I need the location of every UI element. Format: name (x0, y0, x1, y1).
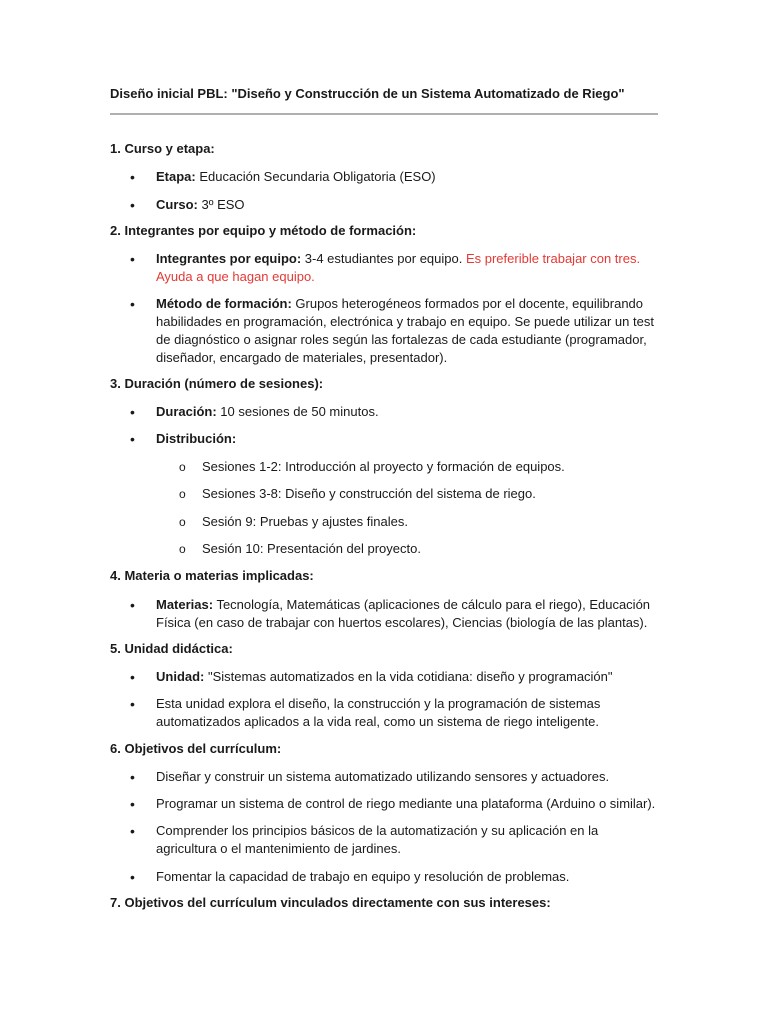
s1-curso-item (156, 196, 661, 214)
s1-curso-text: 3º ESO (197, 197, 245, 212)
bullet-icon: • (130, 869, 135, 885)
s2-integrantes-item (156, 250, 661, 268)
title-divider (110, 113, 658, 115)
bullet-icon: • (130, 769, 135, 785)
s6-objective-item: Comprender los principios básicos de la automatización y su aplicación en la (156, 823, 599, 838)
s4-materias-text: Tecnología, Matemáticas (aplicaciones de cálculo para el riego), Educación (213, 597, 651, 612)
s5-descripcion-line-2: automatizados aplicados a la vida real, como un sistema de riego inteligente. (156, 714, 599, 729)
s4-materias-label: Materias: (156, 597, 214, 612)
s6-objective-item: Diseñar y construir un sistema automatizado utilizando sensores y actuadores. (156, 769, 610, 784)
s6-objective-item: Programar un sistema de control de riego mediante una plataforma (Arduino o similar). (156, 796, 656, 811)
bullet-icon: • (130, 296, 135, 312)
bullet-icon: • (130, 251, 135, 267)
s4-materias-item (156, 596, 661, 614)
s5-unidad-label: Unidad: (156, 669, 205, 684)
s3-session-item: Sesión 9: Pruebas y ajustes finales. (202, 514, 408, 529)
s2-integrantes-label: Integrantes por equipo: (156, 251, 302, 266)
section-6-heading: 6. Objetivos del currículum: (110, 741, 282, 756)
bullet-icon: • (130, 597, 135, 613)
s1-etapa-label: Etapa: (156, 169, 196, 184)
s3-session-item: Sesión 10: Presentación del proyecto. (202, 541, 421, 556)
bullet-icon: • (130, 796, 135, 812)
s3-session-item: Sesiones 3-8: Diseño y construcción del sistema de riego. (202, 486, 536, 501)
sub-bullet-icon: o (179, 460, 186, 474)
section-2-heading: 2. Integrantes por equipo y método de formación: (110, 223, 417, 238)
s6-objective-line-2: agricultura o el mantenimiento de jardines. (156, 841, 401, 856)
section-7-heading: 7. Objetivos del currículum vinculados directamente con sus intereses: (110, 895, 551, 910)
sub-bullet-icon: o (179, 487, 186, 501)
s2-integrantes-text: 3-4 estudiantes por equipo. (301, 251, 466, 266)
bullet-icon: • (130, 823, 135, 839)
s1-etapa-item (156, 168, 661, 186)
s3-session-item: Sesiones 1-2: Introducción al proyecto y formación de equipos. (202, 459, 565, 474)
s3-distribucion-label: Distribución: (156, 431, 237, 446)
s1-curso-label: Curso: (156, 197, 198, 212)
s4-materias-line-2: Física (en caso de trabajar con huertos escolares), Ciencias (biología de las plantas). (156, 615, 648, 630)
s5-unidad-item (156, 668, 661, 686)
s5-unidad-text: "Sistemas automatizados en la vida cotidiana: diseño y programación" (204, 669, 613, 684)
s2-metodo-line-4: diseñador, encargado de materiales, presentador). (156, 350, 448, 365)
bullet-icon: • (130, 431, 135, 447)
document-title: Diseño inicial PBL: "Diseño y Construcción de un Sistema Automatizado de Riego" (110, 86, 625, 101)
section-4-heading: 4. Materia o materias implicadas: (110, 568, 314, 583)
bullet-icon: • (130, 197, 135, 213)
section-5-heading: 5. Unidad didáctica: (110, 641, 233, 656)
s2-metodo-line-2: habilidades en programación, electrónica y trabajo en equipo. Se puede utilizar un test (156, 314, 654, 329)
sub-bullet-icon: o (179, 515, 186, 529)
s2-integrantes-note: Es preferible trabajar con tres. (465, 251, 641, 266)
bullet-icon: • (130, 404, 135, 420)
s5-descripcion-line-1: Esta unidad explora el diseño, la construcción y la programación de sistemas (156, 696, 601, 711)
section-1-heading: 1. Curso y etapa: (110, 141, 215, 156)
sub-bullet-icon: o (179, 542, 186, 556)
s3-distribucion-item (156, 430, 661, 448)
section-3-heading: 3. Duración (número de sesiones): (110, 376, 324, 391)
bullet-icon: • (130, 669, 135, 685)
bullet-icon: • (130, 696, 135, 712)
s2-integrantes-note-cont: Ayuda a que hagan equipo. (156, 269, 315, 284)
s2-metodo-item (156, 295, 661, 313)
bullet-icon: • (130, 169, 135, 185)
s1-etapa-text: Educación Secundaria Obligatoria (ESO) (195, 169, 436, 184)
s3-duracion-text: 10 sesiones de 50 minutos. (216, 404, 379, 419)
s2-metodo-text: Grupos heterogéneos formados por el docente, equilibrando (291, 296, 644, 311)
s3-duracion-item (156, 403, 661, 421)
s6-objective-item: Fomentar la capacidad de trabajo en equipo y resolución de problemas. (156, 869, 570, 884)
s2-metodo-line-3: de diagnóstico o asignar roles según las fortalezas de cada estudiante (programador, (156, 332, 647, 347)
s2-metodo-label: Método de formación: (156, 296, 292, 311)
s3-duracion-label: Duración: (156, 404, 217, 419)
